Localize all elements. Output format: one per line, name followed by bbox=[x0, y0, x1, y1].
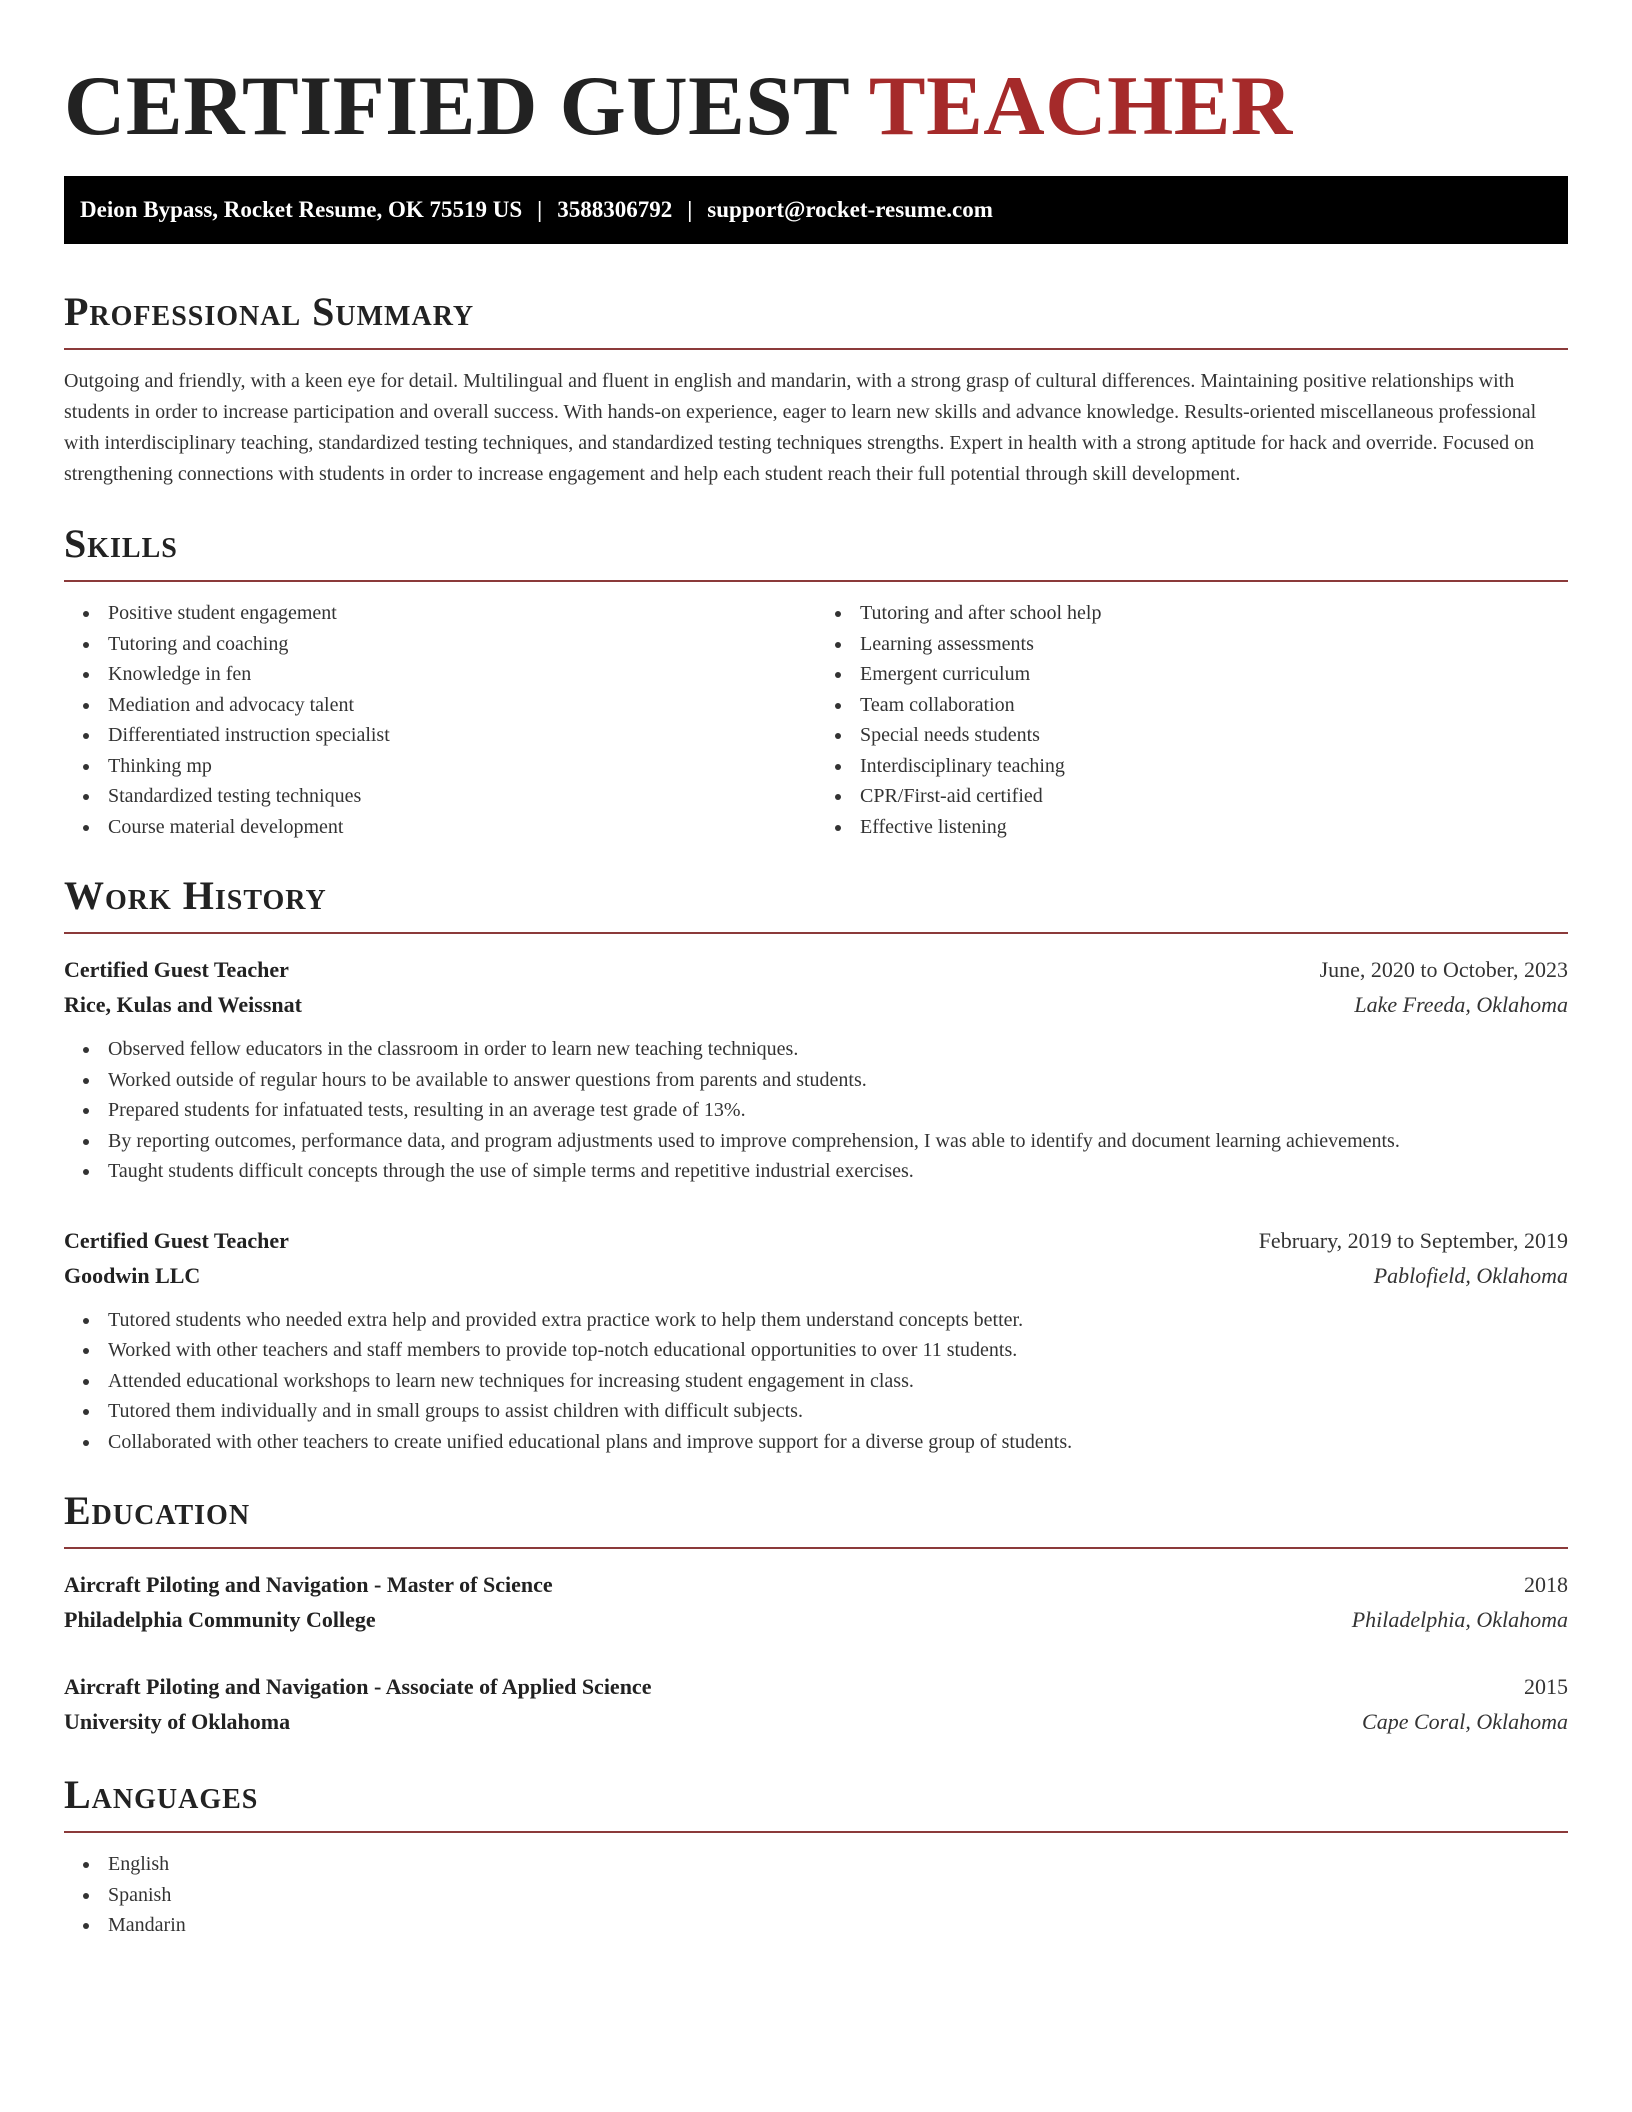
job-title: Certified Guest Teacher bbox=[64, 1227, 289, 1253]
job-duty: Tutored them individually and in small groups to assist children with difficult subjects. bbox=[108, 1396, 1568, 1427]
job-duty: Taught students difficult concepts through the use of simple terms and repetitive industrial exercises. bbox=[108, 1156, 1568, 1187]
education-section bbox=[64, 1487, 1568, 1739]
summary-text: Outgoing and friendly, with a keen eye for detail. Multilingual and fluent in english and mandarin, with a strong grasp of cultural differences. Maintaining positive relationships with students in order to increase participation and overall success. With hands-on experience, eager to learn new skills and advance knowledge. Results-oriented miscellaneous professional with interdisciplinary teaching, standardized testing techniques, and standardized testing techniques strengths. Expert in health with a strong aptitude for hack and override. Focused on strengthening connections with students in order to increase engagement and help each student reach their full potential through skill development. bbox=[64, 370, 1537, 485]
skill-item: Emergent curriculum bbox=[860, 659, 1568, 690]
job-title: Certified Guest Teacher bbox=[64, 957, 289, 982]
job-duties bbox=[64, 1305, 1568, 1458]
skills-grid bbox=[64, 598, 1568, 842]
job-subheader bbox=[64, 1258, 1568, 1293]
skill-item: Special needs students bbox=[860, 720, 1568, 751]
skill-item: Differentiated instruction specialist bbox=[108, 720, 816, 751]
section-title: Work History bbox=[64, 873, 327, 918]
skill-item: Positive student engagement bbox=[108, 598, 816, 629]
job-entry bbox=[64, 1223, 1568, 1458]
job-duties bbox=[64, 1034, 1568, 1187]
job-location: Lake Freeda, Oklahoma bbox=[1354, 992, 1568, 1017]
job-duty: Worked with other teachers and staff members to provide top-notch educational opportunities to over 11 students. bbox=[108, 1335, 1568, 1366]
section-title: Professional Summary bbox=[64, 289, 475, 334]
skill-item: CPR/First-aid certified bbox=[860, 781, 1568, 812]
skill-item: Standardized testing techniques bbox=[108, 781, 816, 812]
education-year: 2018 bbox=[1524, 1572, 1568, 1597]
skill-item: Mediation and advocacy talent bbox=[108, 690, 816, 721]
job-duty: By reporting outcomes, performance data, and program adjustments used to improve comprehension, I was able to identify and document learning achievements. bbox=[108, 1126, 1568, 1157]
job-duty: Worked outside of regular hours to be available to answer questions from parents and students. bbox=[108, 1065, 1568, 1096]
job-entry bbox=[64, 952, 1568, 1187]
languages-list bbox=[64, 1849, 1568, 1941]
job-duty: Observed fellow educators in the classroom in order to learn new teaching techniques. bbox=[108, 1034, 1568, 1065]
contact-separator: | bbox=[537, 197, 543, 222]
education-location: Philadelphia, Oklahoma bbox=[1351, 1607, 1568, 1632]
summary-section bbox=[64, 288, 1568, 490]
education-school: University of Oklahoma bbox=[64, 1709, 291, 1734]
job-duty: Attended educational workshops to learn new techniques for increasing student engagement in class. bbox=[108, 1366, 1568, 1397]
language-item: Mandarin bbox=[108, 1910, 1568, 1941]
language-item: Spanish bbox=[108, 1880, 1568, 1911]
skill-item: Effective listening bbox=[860, 812, 1568, 843]
job-company: Goodwin LLC bbox=[64, 1262, 201, 1288]
education-entry bbox=[64, 1669, 1568, 1739]
skill-item: Thinking mp bbox=[108, 751, 816, 782]
skills-column-right bbox=[816, 598, 1568, 842]
job-dates: June, 2020 to October, 2023 bbox=[1319, 957, 1568, 982]
skill-item: Course material development bbox=[108, 812, 816, 843]
skills-column-left bbox=[64, 598, 816, 842]
skill-item: Team collaboration bbox=[860, 690, 1568, 721]
section-divider bbox=[64, 1547, 1568, 1549]
languages-section bbox=[64, 1771, 1568, 1941]
section-title: Skills bbox=[64, 521, 178, 566]
section-title: Education bbox=[64, 1488, 251, 1533]
education-degree: Aircraft Piloting and Navigation - Master of Science bbox=[64, 1572, 553, 1597]
skill-item: Knowledge in fen bbox=[108, 659, 816, 690]
education-location: Cape Coral, Oklahoma bbox=[1362, 1709, 1568, 1734]
job-duty: Collaborated with other teachers to create unified educational plans and improve support for a diverse group of students. bbox=[108, 1427, 1568, 1458]
job-header bbox=[64, 952, 1568, 987]
skills-section bbox=[64, 520, 1568, 842]
section-divider bbox=[64, 932, 1568, 934]
job-subheader bbox=[64, 987, 1568, 1022]
education-header bbox=[64, 1567, 1568, 1602]
job-location: Pablofield, Oklahoma bbox=[1373, 1262, 1568, 1288]
contact-phone: 3588306792 bbox=[557, 197, 673, 222]
education-degree: Aircraft Piloting and Navigation - Associate of Applied Science bbox=[64, 1674, 652, 1699]
job-duty: Tutored students who needed extra help and provided extra practice work to help them understand concepts better. bbox=[108, 1305, 1568, 1336]
skill-item: Tutoring and coaching bbox=[108, 629, 816, 660]
job-duty: Prepared students for infatuated tests, resulting in an average test grade of 13%. bbox=[108, 1095, 1568, 1126]
section-divider bbox=[64, 1831, 1568, 1833]
job-company: Rice, Kulas and Weissnat bbox=[64, 992, 302, 1017]
job-dates: February, 2019 to September, 2019 bbox=[1258, 1227, 1568, 1253]
education-entry bbox=[64, 1567, 1568, 1637]
language-item: English bbox=[108, 1849, 1568, 1880]
education-header bbox=[64, 1669, 1568, 1704]
section-divider bbox=[64, 348, 1568, 350]
resume-name bbox=[64, 0, 1568, 156]
education-subheader bbox=[64, 1704, 1568, 1739]
contact-address: Deion Bypass, Rocket Resume, OK 75519 US bbox=[80, 197, 523, 222]
section-divider bbox=[64, 580, 1568, 582]
job-header bbox=[64, 1223, 1568, 1258]
education-year: 2015 bbox=[1524, 1674, 1568, 1699]
name-last: TEACHER bbox=[868, 59, 1293, 153]
name-first: CERTIFIED GUEST bbox=[64, 59, 849, 153]
contact-email: support@rocket-resume.com bbox=[707, 197, 993, 222]
contact-separator: | bbox=[687, 197, 693, 222]
section-title: Languages bbox=[64, 1772, 259, 1817]
education-school: Philadelphia Community College bbox=[64, 1607, 376, 1632]
skill-item: Tutoring and after school help bbox=[860, 598, 1568, 629]
education-subheader bbox=[64, 1602, 1568, 1637]
skill-item: Interdisciplinary teaching bbox=[860, 751, 1568, 782]
work-history-section bbox=[64, 872, 1568, 1457]
skill-item: Learning assessments bbox=[860, 629, 1568, 660]
contact-bar bbox=[64, 176, 1568, 244]
